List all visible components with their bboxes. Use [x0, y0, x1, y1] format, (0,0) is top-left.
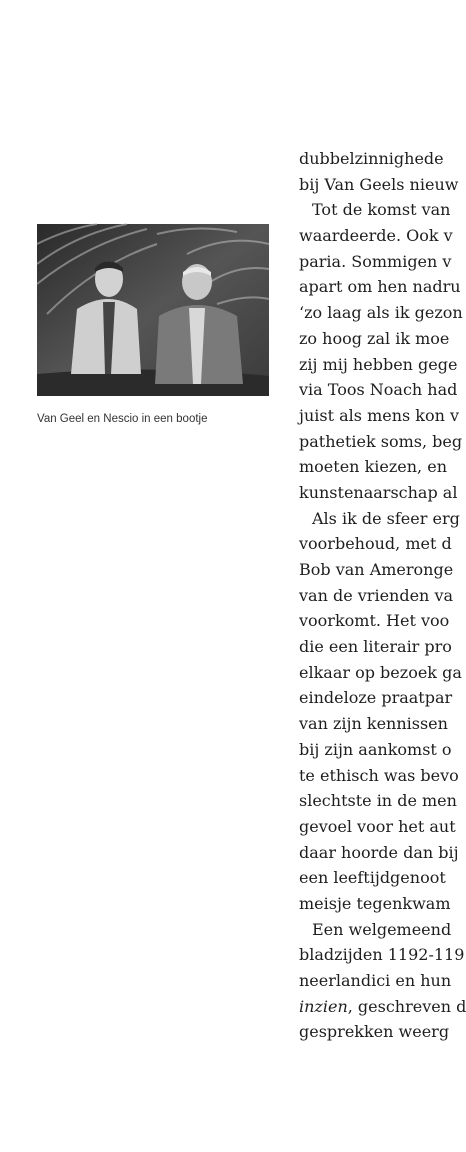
body-text-line: gevoel voor het aut — [299, 816, 456, 836]
body-text-line: een leeftijdgenoot — [299, 868, 446, 888]
body-text-line: bladzijden 1192-119 — [299, 945, 465, 965]
body-text-line — [299, 994, 466, 1020]
body-text-line: moeten kiezen, en — [299, 457, 447, 477]
body-text-line: daar hoorde dan bij — [299, 842, 459, 862]
body-text-line: juist als mens kon v — [299, 405, 460, 425]
photo-van-geel-and-nescio — [37, 224, 269, 396]
body-text-line: eindeloze praatpar — [299, 688, 453, 708]
body-text-line: Bob van Ameronge — [299, 560, 454, 579]
body-text-line: te ethisch was bevo — [299, 765, 459, 785]
body-text-line: apart om hen nadru — [299, 277, 461, 297]
body-text-line: gesprekken weerg — [299, 1022, 450, 1042]
body-text-line: pathetiek soms, beg — [299, 431, 463, 451]
body-text-line: waardeerde. Ook v — [299, 226, 453, 246]
line-remainder: , geschreven d — [347, 996, 466, 1016]
photo-caption: Van Geel en Nescio in een bootje — [37, 413, 208, 425]
body-text-line: zo hoog zal ik moe — [299, 328, 450, 348]
body-text-line: dubbelzinnighede — [299, 149, 444, 168]
body-text-line: kunstenaarschap al — [299, 482, 458, 502]
body-text-line: elkaar op bezoek ga — [299, 662, 462, 682]
body-text-line: neerlandici en hun — [299, 971, 452, 990]
body-text-line: van de vrienden va — [299, 585, 454, 605]
body-text-column — [299, 146, 466, 1045]
body-text-line: bij zijn aankomst o — [299, 739, 452, 759]
body-text-line: die een literair pro — [299, 637, 452, 657]
body-text-line: meisje tegenkwam — [299, 893, 451, 913]
body-text-line: Een welgemeend — [312, 919, 452, 939]
italic-title: inzien — [299, 996, 348, 1016]
body-text-line: voorkomt. Het voo — [299, 611, 450, 631]
body-text-line: slechtste in de men — [299, 791, 457, 811]
body-text-line: Tot de komst van — [312, 200, 451, 220]
body-text-line: ‘zo laag als ik gezon — [299, 303, 463, 323]
body-text-line: van zijn kennissen — [299, 714, 448, 734]
body-text-line: voorbehoud, met d — [299, 534, 452, 554]
body-text-line: paria. Sommigen v — [299, 251, 452, 271]
photo-image — [37, 224, 269, 396]
body-text-line: via Toos Noach had — [299, 380, 458, 400]
body-text-line: Als ik de sfeer erg — [312, 508, 460, 528]
body-text-line: zij mij hebben gege — [299, 354, 458, 374]
body-text-line: bij Van Geels nieuw — [299, 174, 459, 194]
